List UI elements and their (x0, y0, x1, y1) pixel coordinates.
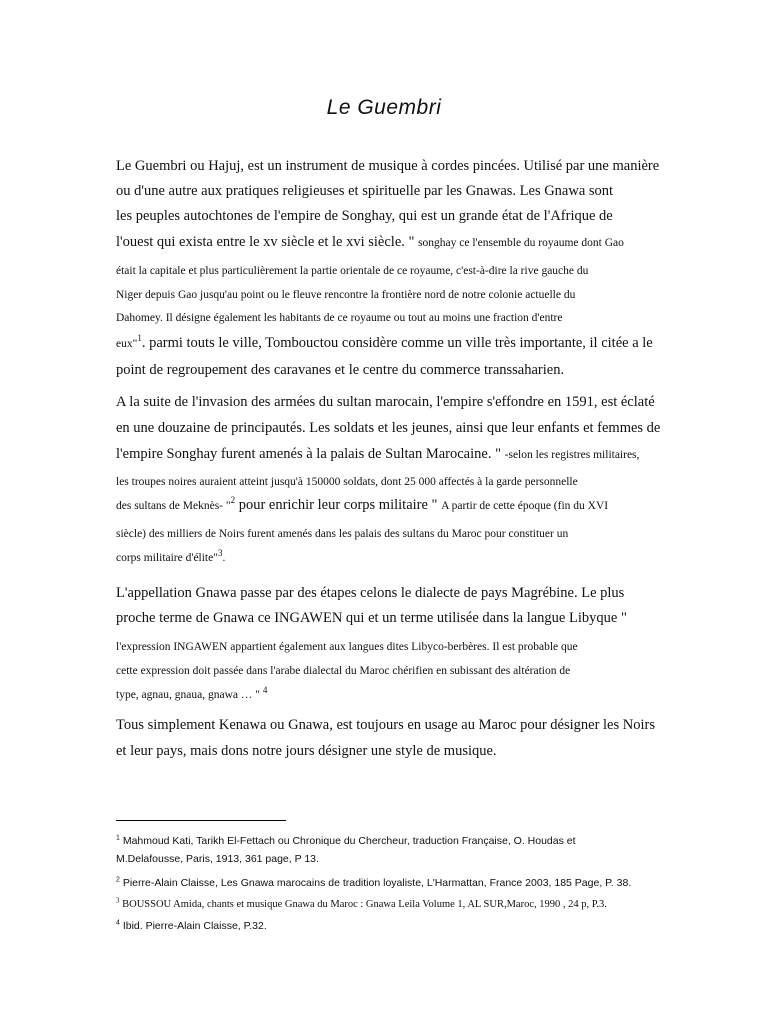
footnote-3: $^3$ BOUSSOU Amida, chants et musique Gnawa du Maroc : Gnawa Leila Volume 1, AL SUR,Maroc, 1990 , 24 p, P.3. (116, 896, 607, 910)
body-line: et leur pays, mais dons notre jours désigner une style de musique. (116, 743, 497, 759)
body-line: A la suite de l'invasion des armées du sultan marocain, l'empire s'effondre en 1591, est éclaté (116, 394, 655, 410)
footnote-ref: 4 (262, 685, 268, 696)
quote-line: type, agnau, gnaua, gnawa … " $^4$ (116, 685, 268, 701)
body-line: Le Guembri ou Hajuj, est un instrument de musique à cordes pincées. Utilisé par une manière (116, 158, 660, 174)
body-line: ou d'une autre aux pratiques religieuses et spirituelle par les Gnawas. Les Gnawa sont (116, 183, 614, 199)
body-line: proche terme de Gnawa ce INGAWEN qui et un terme utilisée dans la langue Libyque " (116, 610, 627, 626)
body-line: l'ouest qui exista entre le xv siècle et le xvi siècle. " songhay ce l'ensemble du royaume dont Gao (116, 234, 624, 250)
footnote-2: $^2$ Pierre-Alain Claisse, Les Gnawa marocains de tradition loyaliste, L'Harmattan, France 2003, 185 Page, P. 38. (116, 876, 632, 889)
footnote-1: $^1$ Mahmoud Kati, Tarikh El-Fettach ou Chronique du Chercheur, traduction Française, O. Houdas et (116, 834, 576, 847)
body-line: l'empire Songhay furent amenés à la palais de Sultan Marocaine. " -selon les registres militaires, (116, 446, 640, 462)
footnote-ref: 3 (217, 548, 223, 559)
quote-line: corps militaire d'élite"$^3$. (116, 548, 226, 564)
body-line: eux"$^1$. parmi touts le ville, Tombouctou considère comme un ville très importante, il citée a le (116, 333, 653, 351)
document-title: Le Guembri (326, 96, 442, 119)
quote-line: Niger depuis Gao jusqu'au point ou le fleuve rencontre la frontière nord de notre colonie actuelle du (116, 289, 576, 301)
footnote-4: $^4$ Ibid. Pierre-Alain Claisse, P.32. (116, 919, 267, 932)
footnote-separator (116, 820, 286, 821)
footnote-ref: 1 (137, 333, 142, 344)
body-line: les peuples autochtones de l'empire de Songhay, qui est un grande état de l'Afrique de (116, 208, 613, 224)
quote-line: cette expression doit passée dans l'arabe dialectal du Maroc chérifien en subissant des altération de (116, 665, 571, 677)
quote-line: était la capitale et plus particulièrement la partie orientale de ce royaume, c'est-à-dire la rive gauche du (116, 265, 589, 277)
quote-line: siècle) des milliers de Noirs furent amenés dans les palais des sultans du Maroc pour constituer un (116, 528, 569, 540)
footnote-ref: 2 (230, 495, 236, 506)
body-line: en une douzaine de principautés. Les soldats et les jeunes, ainsi que leur enfants et femmes de (116, 420, 661, 436)
body-line: L'appellation Gnawa passe par des étapes celons le dialecte de pays Magrébine. Le plus (116, 585, 625, 601)
body-line: Tous simplement Kenawa ou Gnawa, est toujours en usage au Maroc pour désigner les Noirs (116, 717, 655, 733)
body-line: point de regroupement des caravanes et le centre du commerce transsaharien. (116, 362, 565, 378)
body-line: des sultans de Meknès- "$^2$ pour enrichir leur corps militaire " A partir de cette époque (fin du XVI (116, 495, 609, 513)
quote-line: l'expression INGAWEN appartient également aux langues dites Libyco-berbères. Il est probable que (116, 641, 578, 653)
quote-line: les troupes noires auraient atteint jusqu'à 150000 soldats, dont 25 000 affectés à la garde personnelle (116, 476, 578, 488)
footnote-1-cont: M.Delafousse, Paris, 1913, 361 page, P 13. (116, 853, 319, 865)
quote-line: Dahomey. Il désigne également les habitants de ce royaume ou tout au moins une fraction d'entre (116, 312, 563, 324)
